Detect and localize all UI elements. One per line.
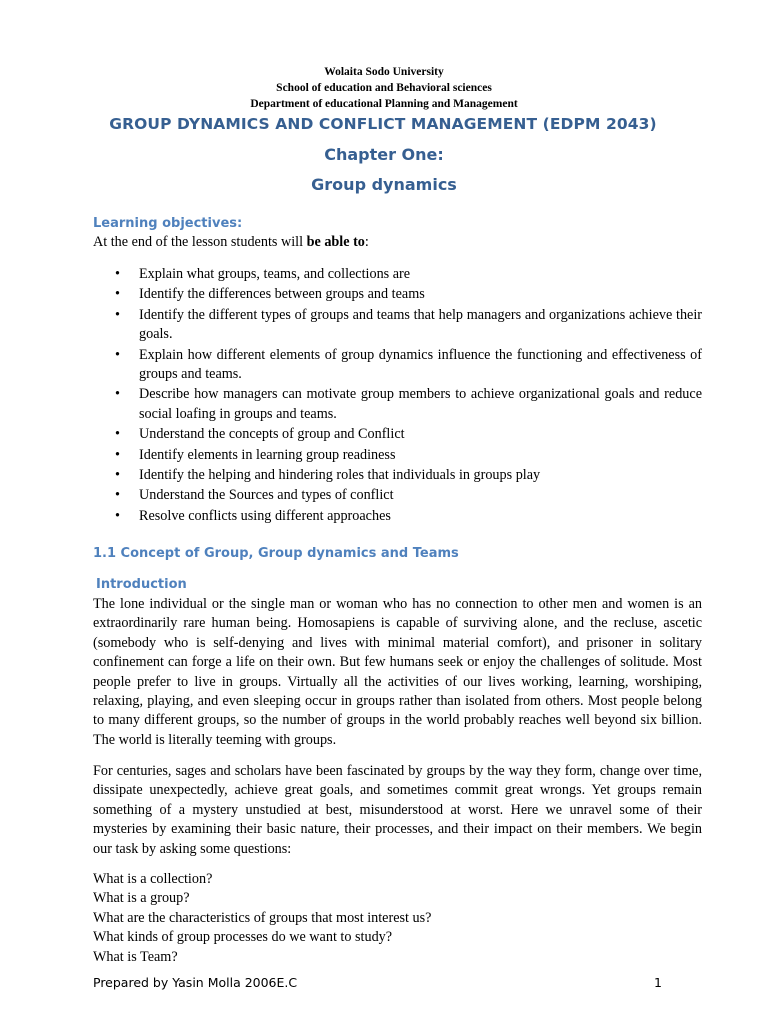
intro-paragraph-2: For centuries, sages and scholars have been fascinated by groups by the way they form, change over time, dissipate unexpectedly, achieve great goals, and sometimes commit great wrongs. Yet groups remain something of a mystery unstudied at best, misunderstood at worst. Here we unravel some of their mysteries by examining their basic nature, their processes, and their impact on their members. We begin our task by asking some questions:	[93, 763, 702, 857]
page-number: 1	[654, 975, 662, 990]
list-item: • Identify elements in learning group readiness	[115, 446, 396, 463]
list-item: What is a collection?	[93, 871, 213, 887]
list-item: • Explain how different elements of group dynamics influence the functioning and effectiveness of groups and teams.	[115, 346, 702, 383]
list-item: What are the characteristics of groups that most interest us?	[93, 909, 432, 926]
list-item: • Resolve conflicts using different approaches	[115, 507, 391, 524]
section-heading: 1.1 Concept of Group, Group dynamics and Teams	[93, 546, 459, 561]
list-item: • Identify the helping and hindering roles that individuals in groups play	[115, 467, 541, 484]
university-name: Wolaita Sodo University	[324, 66, 444, 78]
objectives-intro-colon: :	[364, 234, 369, 250]
list-item: • Understand the Sources and types of conflict	[115, 487, 394, 504]
list-item: • Identify the differences between groups and teams	[115, 286, 425, 303]
learning-objectives-heading: Learning objectives:	[93, 216, 243, 231]
objectives-list	[93, 265, 702, 527]
department-name: Department of educational Planning and Management	[250, 98, 518, 110]
objectives-intro	[93, 233, 702, 252]
chapter-label: Chapter One:	[324, 145, 444, 164]
list-item: • Understand the concepts of group and Conflict	[115, 426, 405, 443]
intro-paragraph-1: The lone individual or the single man or woman who has no connection to other men and women is an extraordinarily rare human being. Homosapiens is capable of surviving alone, and the recluse, ascetic (somebody who is self-denying and lives with minimal material comfort), and prisoner in solitary confinement can forge a life on their own. But few humans seek or enjoy the challenges of solitude. Most people prefer to live in groups. Virtually all the activities of our lives working, learning, worshiping, relaxing, playing, and even sleeping occur in groups rather than isolated from others. Most people belong to many different groups, so the number of groups in the world probably reaches well beyond six billion. The world is literally teeming with groups.	[93, 596, 702, 748]
footer-prepared-by: Prepared by Yasin Molla 2006E.C	[93, 975, 298, 990]
chapter-title: Group dynamics	[311, 175, 457, 194]
questions-list	[93, 870, 702, 967]
course-title: GROUP DYNAMICS AND CONFLICT MANAGEMENT (EDPM 2043)	[109, 115, 657, 133]
introduction-subheading: Introduction	[96, 577, 187, 592]
school-name: School of education and Behavioral sciences	[276, 82, 492, 94]
list-item: What is Team?	[93, 948, 178, 965]
objectives-intro-text: At the end of the lesson students will	[93, 234, 307, 250]
list-item: What kinds of group processes do we want to study?	[93, 929, 393, 946]
list-item: • Explain what groups, teams, and collections are	[115, 266, 411, 282]
list-item: What is a group?	[93, 890, 190, 907]
list-item: • Describe how managers can motivate group members to achieve organizational goals and reduce social loafing in groups and teams.	[115, 386, 702, 422]
list-item: • Identify the different types of groups and teams that help managers and organizations achieve their goals.	[115, 306, 702, 343]
objectives-intro-bold: be able to	[306, 234, 365, 250]
